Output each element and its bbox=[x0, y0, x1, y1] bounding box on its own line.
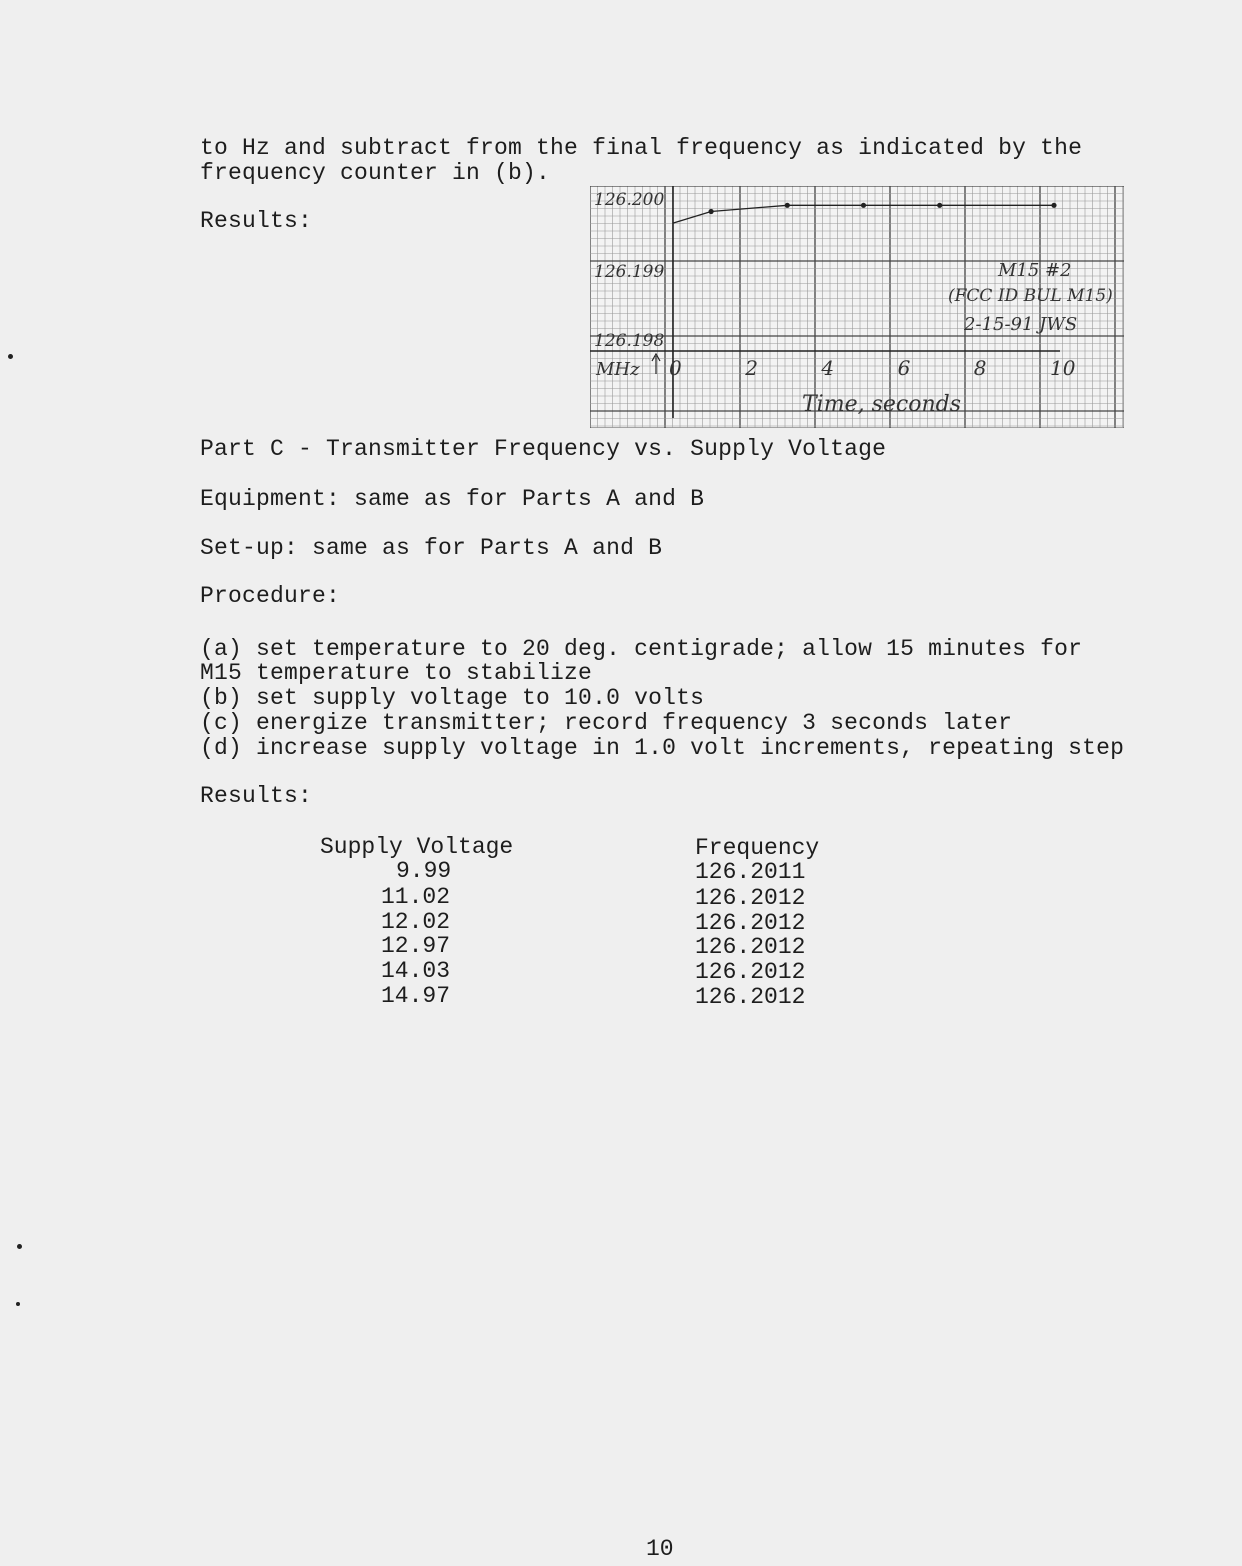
results-label-1: Results: bbox=[200, 208, 313, 234]
procedure-label: Procedure: bbox=[200, 583, 341, 609]
table-cell-frequency: 126.2012 bbox=[695, 910, 806, 936]
y-tick-label: 126.198 bbox=[594, 331, 665, 351]
data-point bbox=[785, 203, 790, 208]
data-point bbox=[1051, 203, 1056, 208]
table-cell-frequency: 126.2012 bbox=[695, 959, 806, 985]
table-cell-frequency: 126.2012 bbox=[695, 885, 806, 911]
x-tick-label: 10 bbox=[1050, 356, 1076, 380]
page-number: 10 bbox=[646, 1536, 674, 1562]
table-header-voltage: Supply Voltage bbox=[320, 834, 514, 860]
table-cell-frequency: 126.2011 bbox=[695, 859, 806, 885]
procedure-step-c: (c) energize transmitter; record frequency 3 seconds later bbox=[200, 710, 1013, 736]
scan-speck bbox=[8, 354, 13, 359]
table-cell-frequency: 126.2012 bbox=[695, 934, 806, 960]
annotation: M15 #2 bbox=[998, 260, 1072, 281]
y-tick-label: 126.199 bbox=[594, 262, 665, 282]
setup-line: Set-up: same as for Parts A and B bbox=[200, 535, 663, 561]
frequency-vs-time-graph bbox=[590, 186, 1124, 428]
intro-line-1: to Hz and subtract from the final frequency as indicated by the bbox=[200, 135, 1083, 161]
data-point bbox=[937, 203, 942, 208]
x-tick-label: 0 bbox=[669, 356, 682, 380]
results-label-2: Results: bbox=[200, 783, 313, 809]
intro-line-2: frequency counter in (b). bbox=[200, 160, 551, 186]
part-c-heading: Part C - Transmitter Frequency vs. Supply Voltage bbox=[200, 436, 887, 462]
table-header-frequency: Frequency bbox=[695, 835, 820, 861]
x-tick-label: 2 bbox=[745, 356, 758, 380]
table-cell-voltage: 14.97 bbox=[381, 983, 451, 1009]
scan-speck bbox=[16, 1302, 20, 1306]
y-axis-label: MHz bbox=[596, 359, 640, 380]
procedure-step-b: (b) set supply voltage to 10.0 volts bbox=[200, 685, 705, 711]
procedure-step-a-cont: M15 temperature to stabilize bbox=[200, 660, 593, 686]
table-cell-voltage: 14.03 bbox=[381, 958, 451, 984]
table-cell-frequency: 126.2012 bbox=[695, 984, 806, 1010]
data-point bbox=[861, 203, 866, 208]
table-cell-voltage: 11.02 bbox=[381, 884, 451, 910]
annotation: (FCC ID BUL M15) bbox=[948, 286, 1113, 306]
equipment-line: Equipment: same as for Parts A and B bbox=[200, 486, 705, 512]
procedure-step-a: (a) set temperature to 20 deg. centigrade; allow 15 minutes for bbox=[200, 636, 1083, 662]
x-tick-label: 6 bbox=[897, 356, 911, 380]
x-tick-label: 8 bbox=[973, 356, 987, 380]
table-cell-voltage: 9.99 bbox=[396, 858, 452, 884]
x-tick-label: 4 bbox=[821, 356, 835, 380]
scan-speck bbox=[17, 1244, 22, 1249]
y-tick-label: 126.200 bbox=[594, 190, 665, 210]
table-cell-voltage: 12.97 bbox=[381, 933, 451, 959]
data-point bbox=[709, 209, 714, 214]
procedure-step-d: (d) increase supply voltage in 1.0 volt increments, repeating step bbox=[200, 735, 1125, 761]
x-axis-label: Time, seconds bbox=[802, 392, 961, 417]
annotation: 2-15-91 JWS bbox=[964, 314, 1078, 335]
table-cell-voltage: 12.02 bbox=[381, 909, 451, 935]
